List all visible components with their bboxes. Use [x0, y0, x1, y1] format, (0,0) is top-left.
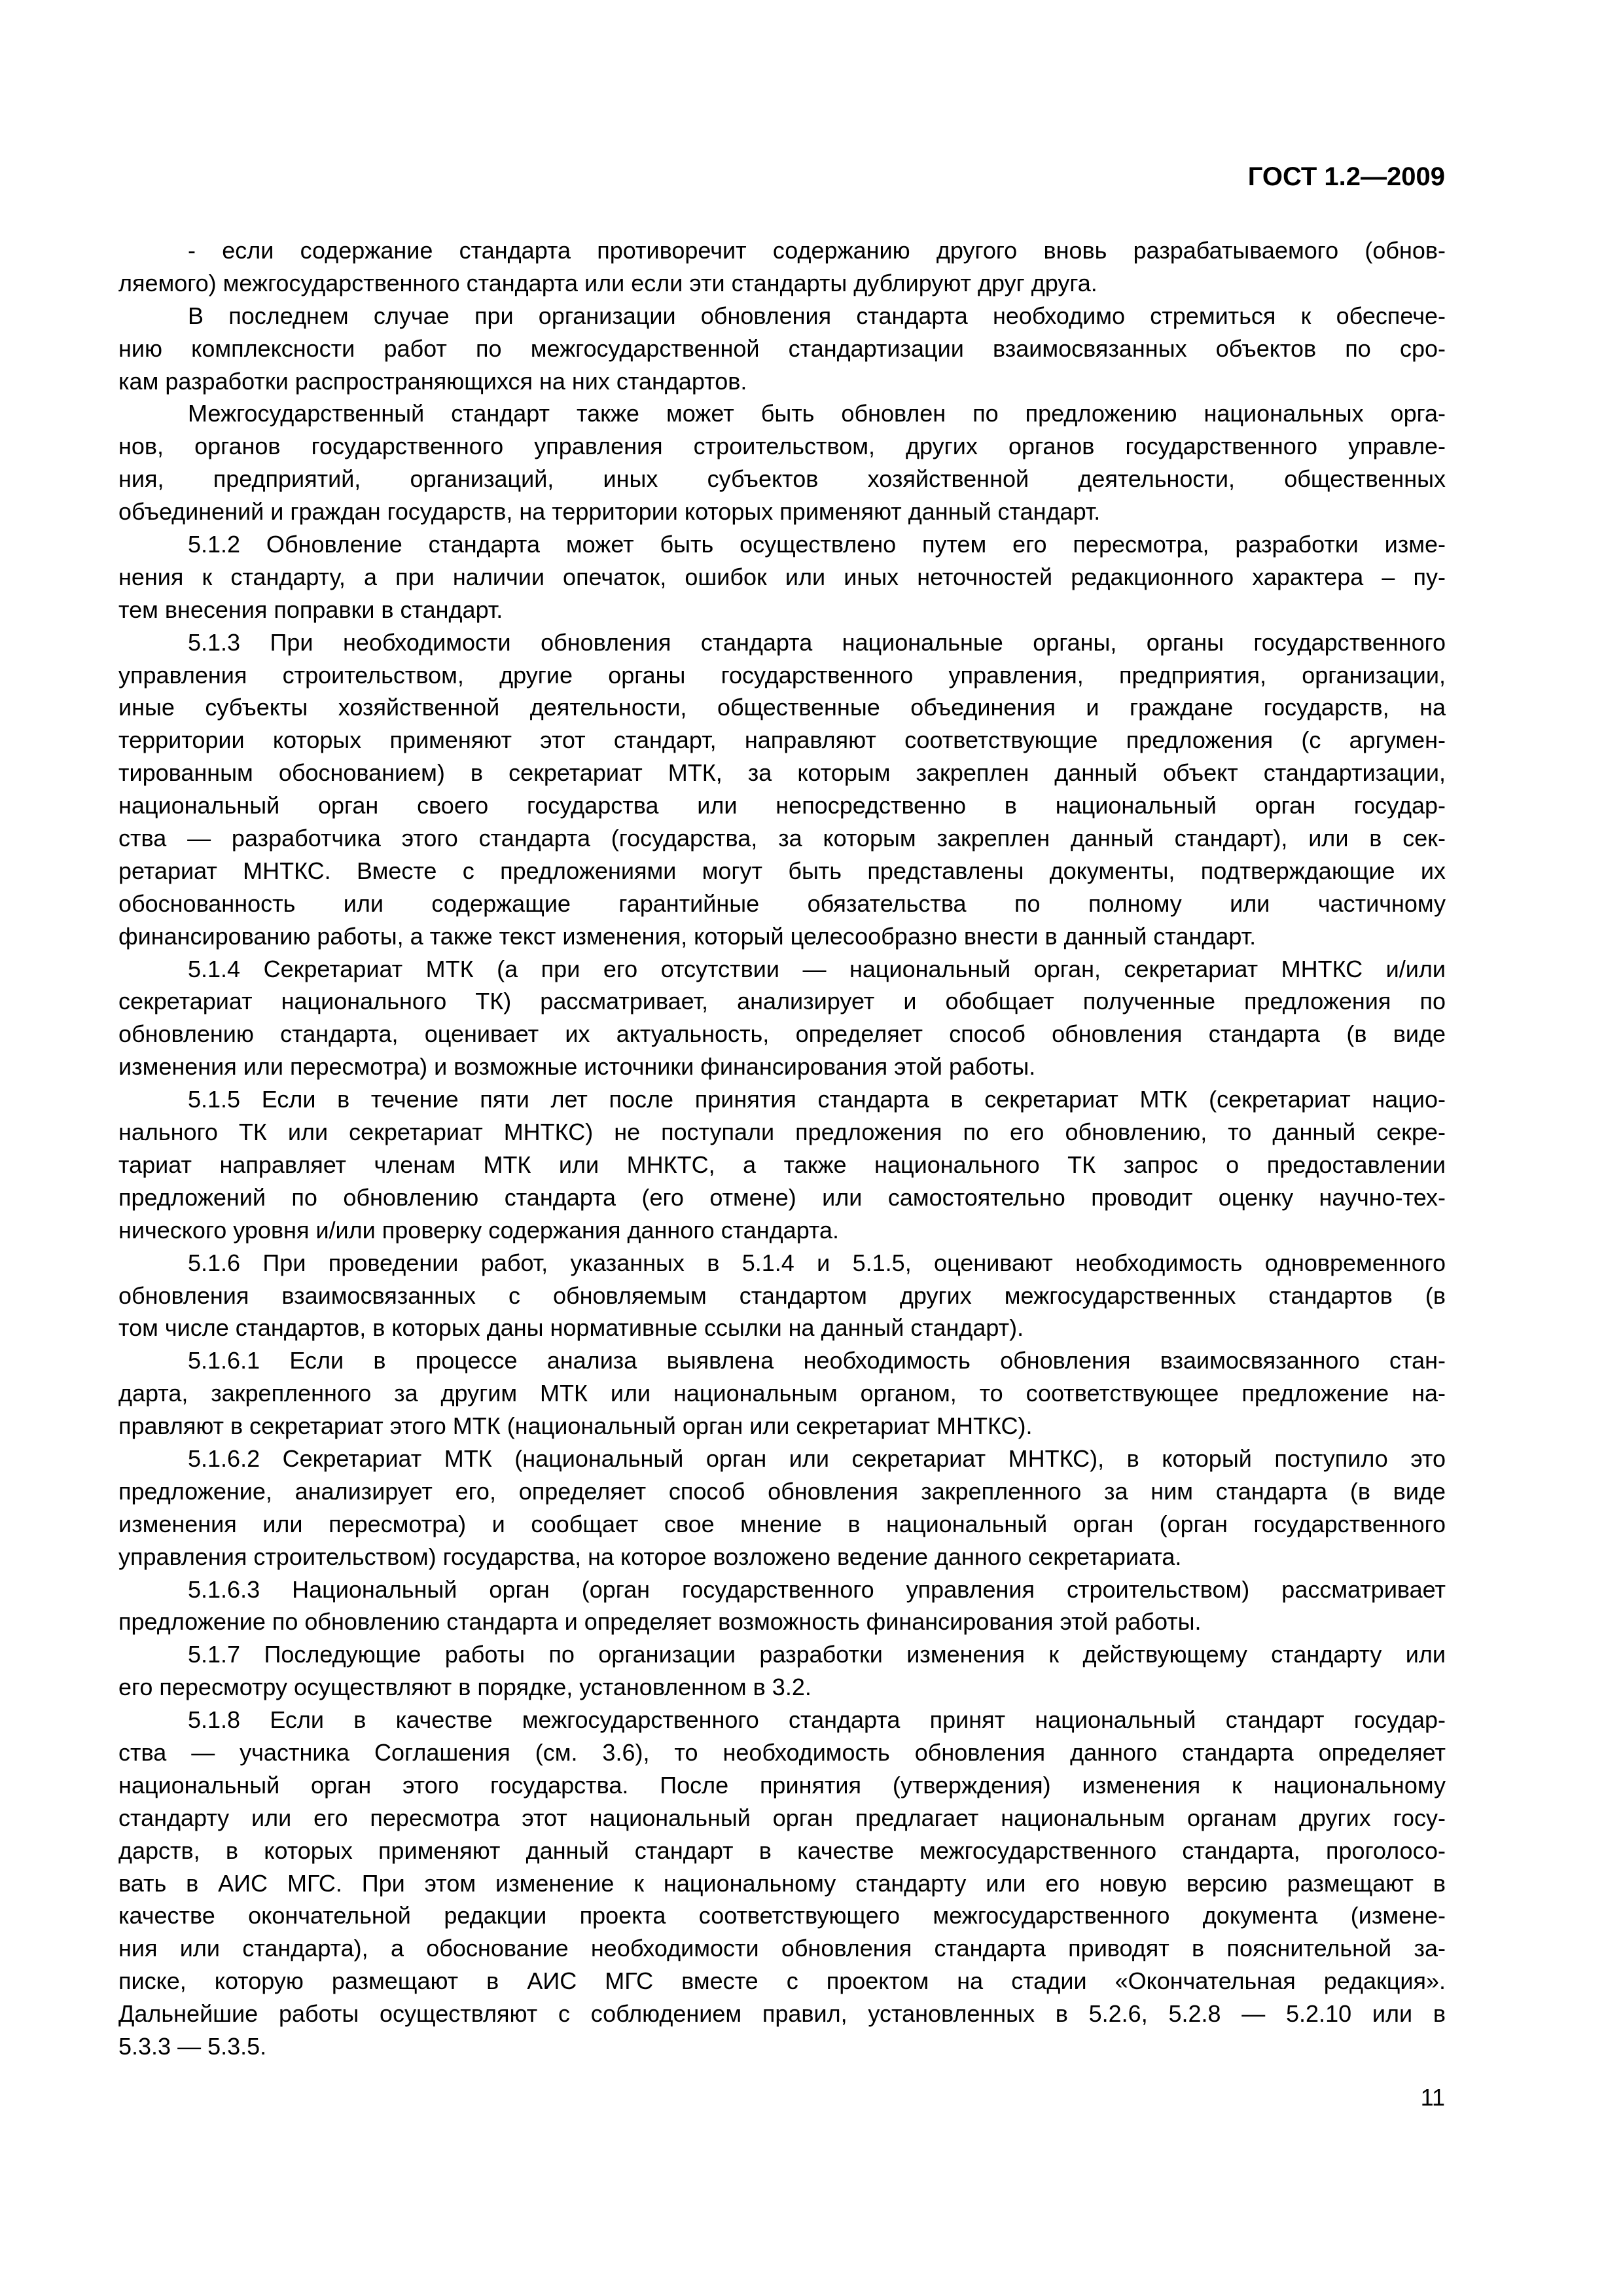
- text-line: нию комплексности работ по межгосударственной стандартизации взаимосвязанных объектов по сро-: [118, 334, 1446, 362]
- text-line: 5.1.6.3 Национальный орган (орган государственного управления строительством) рассматривает: [188, 1575, 1446, 1603]
- text-line: обоснованность или содержащие гарантийные обязательства по полному или частичному: [118, 889, 1446, 917]
- paragraph: [118, 528, 1446, 626]
- text-line: 5.1.2 Обновление стандарта может быть осуществлено путем его пересмотра, разработки изме-: [188, 531, 1446, 558]
- text-line: ния или стандарта), а обоснование необходимости обновления стандарта приводят в пояснительной за-: [118, 1935, 1446, 1962]
- paragraph: [118, 1344, 1446, 1443]
- paragraph: [118, 234, 1446, 300]
- text-line: писке, которую размещают в АИС МГС вместе с проектом на стадии «Окончательная редакция».: [118, 1967, 1446, 1995]
- paragraph: [118, 1638, 1446, 1704]
- paragraph: [118, 300, 1446, 398]
- text-line: ства — разработчика этого стандарта (государства, за которым закреплен данный стандарт), или в сек-: [118, 825, 1446, 852]
- text-line: 5.1.5 Если в течение пяти лет после принятия стандарта в секретариат МТК (секретариат нацио-: [188, 1086, 1446, 1113]
- text-line: нения к стандарту, а при наличии опечаток, ошибок или иных неточностей редакционного характера – пу-: [118, 563, 1446, 590]
- text-line: изменения или пересмотра) и сообщает свое мнение в национальный орган (орган государственного: [118, 1510, 1446, 1537]
- text-line: нического уровня и/или проверку содержания данного стандарта.: [118, 1216, 840, 1244]
- text-line: обновления взаимосвязанных с обновляемым стандартом других межгосударственных стандартов (в: [118, 1282, 1446, 1309]
- text-line: ния, предприятий, организаций, иных субъектов хозяйственной деятельности, общественных: [118, 465, 1446, 493]
- text-line: кам разработки распространяющихся на них стандартов.: [118, 367, 747, 395]
- page-number: 11: [1420, 2084, 1445, 2111]
- text-line: тированным обоснованием) в секретариат МТК, за которым закреплен данный объект стандартизации,: [118, 759, 1446, 787]
- text-line: финансированию работы, а также текст изменения, который целесообразно внести в данный стандарт.: [118, 922, 1257, 950]
- text-line: тариат направляет членам МТК или МНКТС, а также национального ТК запрос о предоставлении: [118, 1151, 1446, 1178]
- text-line: управления строительством, другие органы государственного управления, предприятия, организации,: [118, 661, 1446, 689]
- paragraph: [118, 1573, 1446, 1639]
- paragraph: [118, 1247, 1446, 1345]
- text-line: предложений по обновлению стандарта (его отмене) или самостоятельно проводит оценку научно-тех-: [118, 1183, 1446, 1211]
- text-line: секретариат национального ТК) рассматривает, анализирует и обобщает полученные предложения по: [118, 988, 1446, 1015]
- text-line: ляемого) межгосударственного стандарта или если эти стандарты дублируют друг друга.: [118, 269, 1097, 296]
- text-line: обновлению стандарта, оценивает их актуальность, определяет способ обновления стандарта (в виде: [118, 1020, 1446, 1048]
- text-line: объединений и граждан государств, на территории которых применяют данный стандарт.: [118, 498, 1101, 526]
- text-line: ретариат МНТКС. Вместе с предложениями могут быть представлены документы, подтверждающие их: [118, 857, 1446, 884]
- text-line: предложение, анализирует его, определяет способ обновления закрепленного за ним стандарта (в виде: [118, 1477, 1446, 1505]
- text-line: 5.1.7 Последующие работы по организации разработки изменения к действующему стандарту или: [188, 1641, 1446, 1668]
- text-line: том числе стандартов, в которых даны нормативные ссылки на данный стандарт).: [118, 1314, 1024, 1342]
- text-line: иные субъекты хозяйственной деятельности, общественные объединения и граждане государств, на: [118, 694, 1446, 721]
- paragraph: [118, 397, 1446, 528]
- text-line: вать в АИС МГС. При этом изменение к национальному стандарту или его новую версию размещают в: [118, 1869, 1446, 1897]
- text-line: 5.1.6.1 Если в процессе анализа выявлена необходимость обновления взаимосвязанного стан-: [188, 1347, 1446, 1374]
- text-line: национальный орган своего государства или непосредственно в национальный орган государ-: [118, 792, 1446, 819]
- paragraph: [118, 1704, 1446, 2063]
- text-line: национальный орган этого государства. После принятия (утверждения) изменения к национальному: [118, 1771, 1446, 1799]
- text-line: тем внесения поправки в стандарт.: [118, 596, 503, 623]
- text-line: нального ТК или секретариат МНТКС) не поступали предложения по его обновлению, то данный секре-: [118, 1119, 1446, 1146]
- paragraph: [118, 626, 1446, 953]
- text-line: 5.1.3 При необходимости обновления стандарта национальные органы, органы государственного: [188, 628, 1446, 656]
- text-line: предложение по обновлению стандарта и определяет возможность финансирования этой работы.: [118, 1608, 1202, 1636]
- text-line: 5.1.8 Если в качестве межгосударственного стандарта принят национальный стандарт государ-: [188, 1706, 1446, 1734]
- text-line: качестве окончательной редакции проекта соответствующего межгосударственного документа (измене-: [118, 1902, 1446, 1929]
- text-line: стандарту или его пересмотра этот национальный орган предлагает национальным органам других госу-: [118, 1804, 1446, 1831]
- text-line: ства — участника Соглашения (см. 3.6), то необходимость обновления данного стандарта определяет: [118, 1738, 1446, 1766]
- text-line: территории которых применяют этот стандарт, направляют соответствующие предложения (с аргумен-: [118, 726, 1446, 754]
- paragraph: [118, 1443, 1446, 1573]
- text-line: 5.1.6 При проведении работ, указанных в 5.1.4 и 5.1.5, оценивают необходимость одновременного: [188, 1249, 1446, 1276]
- text-line: 5.1.4 Секретариат МТК (а при его отсутствии — национальный орган, секретариат МНТКС и/или: [188, 955, 1446, 982]
- text-line: 5.3.3 — 5.3.5.: [118, 2032, 267, 2060]
- text-line: нов, органов государственного управления строительством, других органов государственного управле-: [118, 433, 1446, 460]
- text-line: дарта, закрепленного за другим МТК или национальным органом, то соответствующее предложение на-: [118, 1380, 1446, 1407]
- text-line: правляют в секретариат этого МТК (национальный орган или секретариат МНТКС).: [118, 1412, 1033, 1440]
- text-line: 5.1.6.2 Секретариат МТК (национальный орган или секретариат МНТКС), в который поступило это: [188, 1444, 1446, 1472]
- paragraph: [118, 1083, 1446, 1246]
- document-code-header: ГОСТ 1.2—2009: [1247, 162, 1445, 191]
- text-line: управления строительством) государства, на которое возложено ведение данного секретариата.: [118, 1543, 1182, 1570]
- document-body: [118, 234, 1446, 2063]
- text-line: В последнем случае при организации обновления стандарта необходимо стремиться к обеспече-: [188, 302, 1446, 329]
- text-line: Межгосударственный стандарт также может быть обновлен по предложению национальных орга-: [188, 400, 1446, 427]
- text-line: Дальнейшие работы осуществляют с соблюдением правил, установленных в 5.2.6, 5.2.8 — 5.2.10 или в: [118, 2000, 1446, 2028]
- text-line: - если содержание стандарта противоречит содержанию другого вновь разрабатываемого (обнов-: [188, 237, 1446, 264]
- text-line: дарств, в которых применяют данный стандарт в качестве межгосударственного стандарта, проголосо-: [118, 1837, 1446, 1864]
- text-line: его пересмотру осуществляют в порядке, установленном в 3.2.: [118, 1674, 812, 1701]
- paragraph: [118, 953, 1446, 1084]
- text-line: изменения или пересмотра) и возможные источники финансирования этой работы.: [118, 1053, 1036, 1081]
